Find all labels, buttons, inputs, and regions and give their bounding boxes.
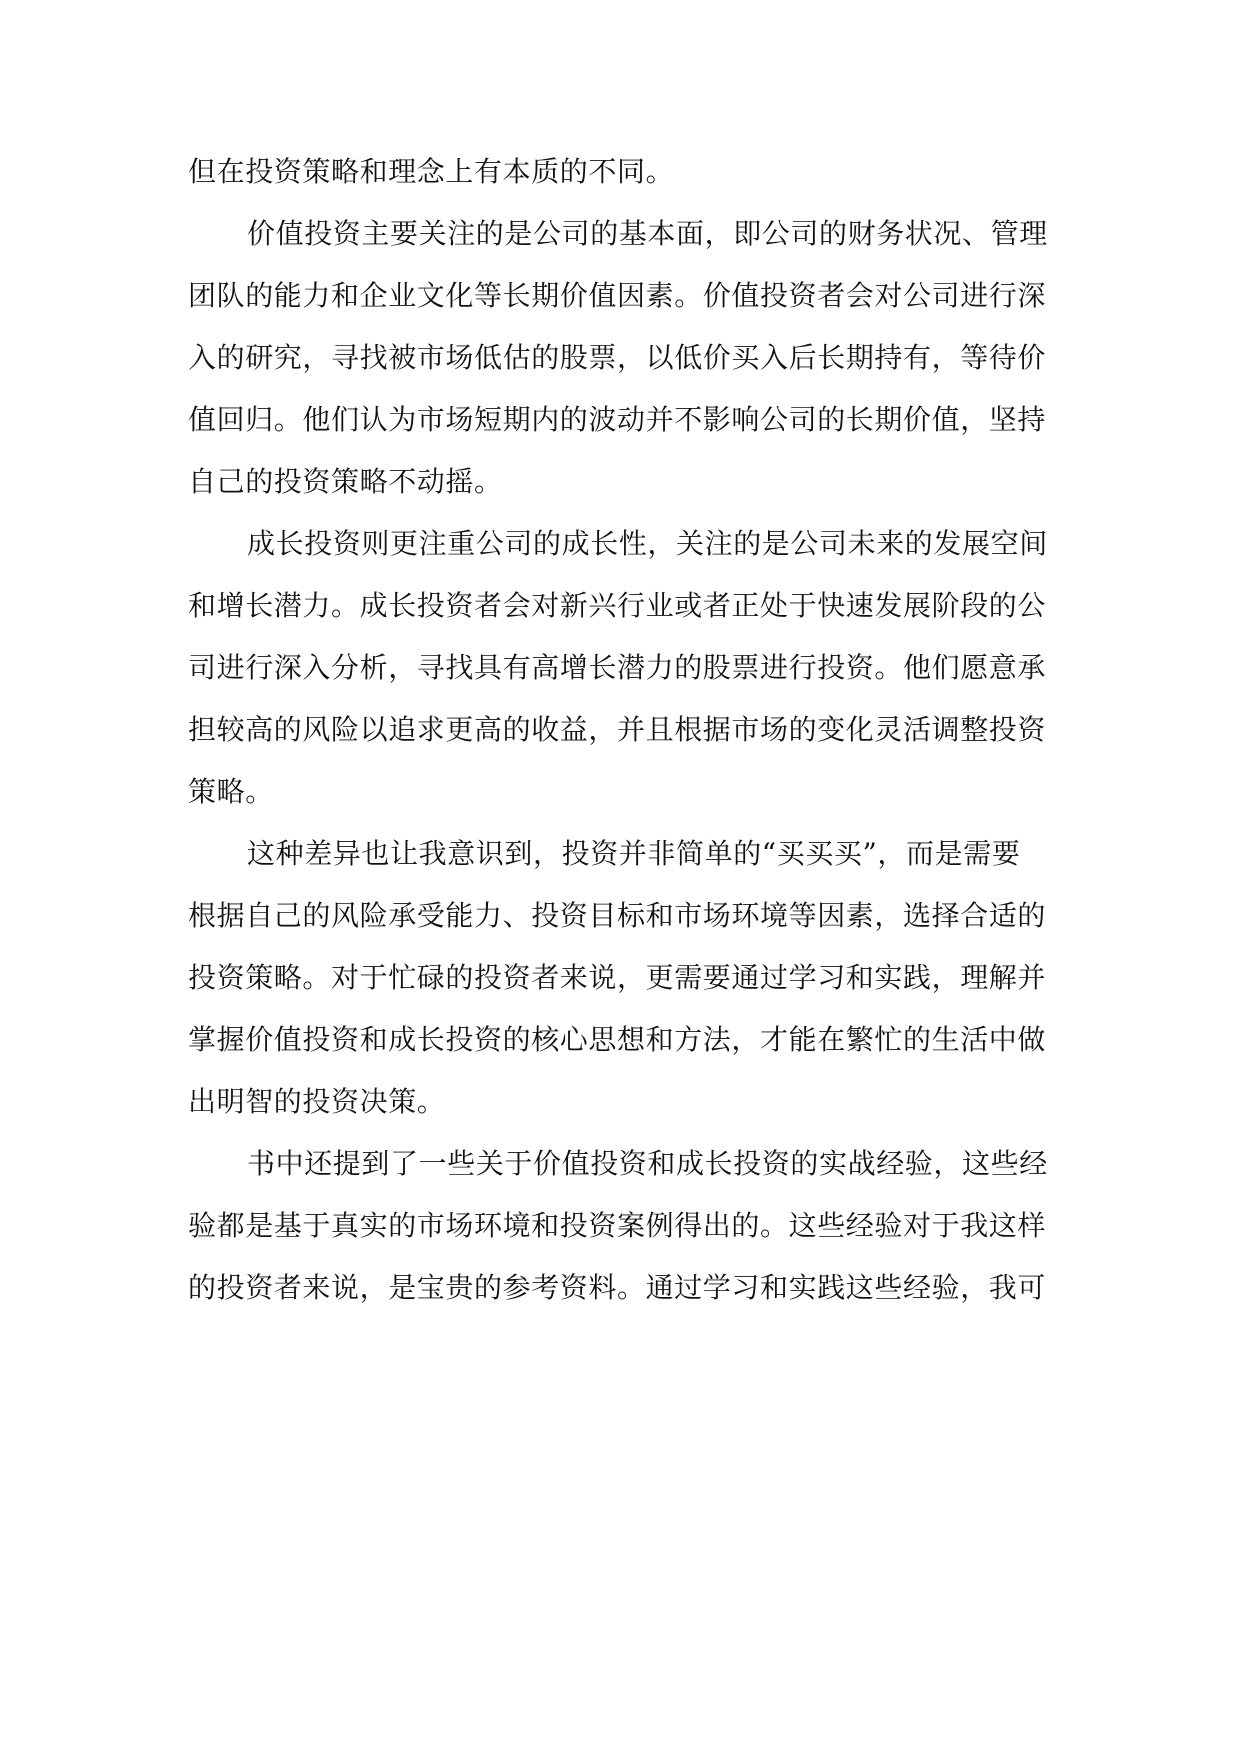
text-line: 投资策略。对于忙碌的投资者来说，更需要通过学习和实践，理解并 bbox=[188, 961, 1047, 994]
text-line: 和增长潜力。成长投资者会对新兴行业或者正处于快速发展阶段的公 bbox=[188, 589, 1047, 622]
paragraph-first-line: 书中还提到了一些关于价值投资和成长投资的实战经验，这些经 bbox=[247, 1147, 1048, 1180]
text-line: 入的研究，寻找被市场低估的股票，以低价买入后长期持有，等待价 bbox=[188, 341, 1047, 374]
text-line: 掌握价值投资和成长投资的核心思想和方法，才能在繁忙的生活中做 bbox=[188, 1023, 1047, 1056]
text-line: 值回归。他们认为市场短期内的波动并不影响公司的长期价值，坚持 bbox=[188, 403, 1047, 436]
text-line: 验都是基于真实的市场环境和投资案例得出的。这些经验对于我这样 bbox=[188, 1209, 1047, 1242]
text-line: 出明智的投资决策。 bbox=[188, 1085, 446, 1118]
paragraph-first-line: 价值投资主要关注的是公司的基本面，即公司的财务状况、管理 bbox=[247, 217, 1048, 250]
text-line: 策略。 bbox=[188, 775, 274, 808]
text-line: 担较高的风险以追求更高的收益，并且根据市场的变化灵活调整投资 bbox=[188, 713, 1047, 746]
paragraph-first-line: 成长投资则更注重公司的成长性，关注的是公司未来的发展空间 bbox=[247, 527, 1048, 560]
text-line: 但在投资策略和理念上有本质的不同。 bbox=[188, 155, 675, 188]
paragraph-first-line: 这种差异也让我意识到，投资并非简单的“买买买”，而是需要 bbox=[247, 837, 1021, 870]
text-line: 团队的能力和企业文化等长期价值因素。价值投资者会对公司进行深 bbox=[188, 279, 1047, 312]
text-line: 司进行深入分析，寻找具有高增长潜力的股票进行投资。他们愿意承 bbox=[188, 651, 1047, 684]
text-line: 自己的投资策略不动摇。 bbox=[188, 465, 503, 498]
body-text bbox=[188, 141, 1056, 1319]
text-line: 的投资者来说，是宝贵的参考资料。通过学习和实践这些经验，我可 bbox=[188, 1271, 1047, 1304]
text-line: 根据自己的风险承受能力、投资目标和市场环境等因素，选择合适的 bbox=[188, 899, 1047, 932]
